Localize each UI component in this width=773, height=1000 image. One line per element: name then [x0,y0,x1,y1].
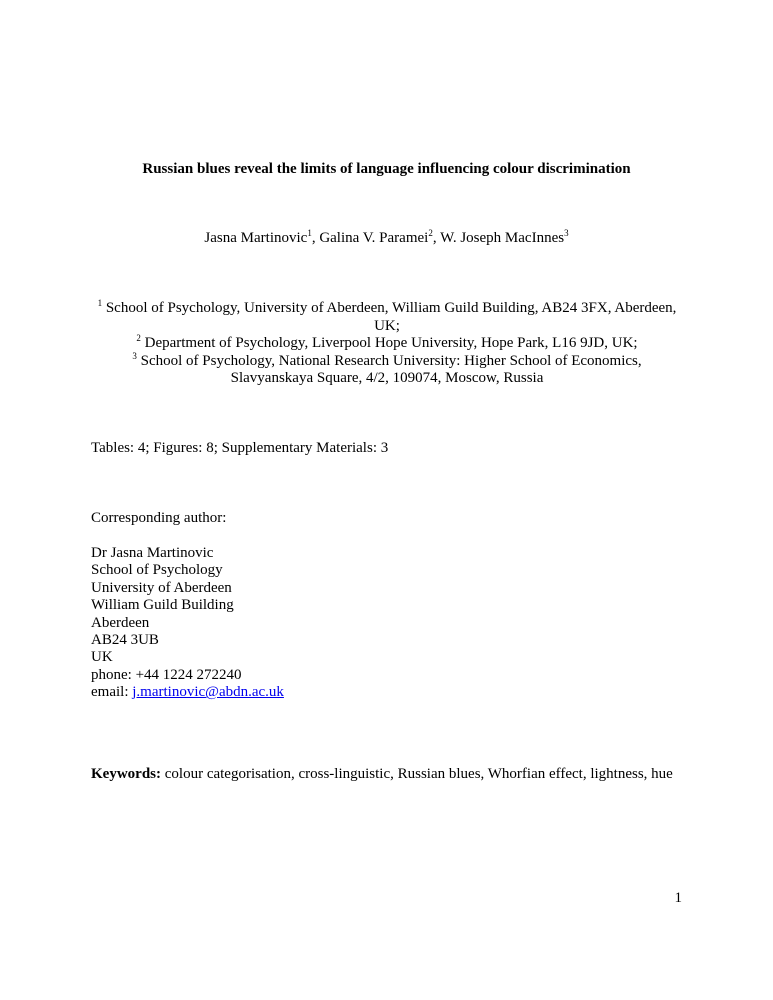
affiliation-text: Department of Psychology, Liverpool Hope University, Hope Park, L16 9JD, UK; [140,335,638,351]
author-affiliation-number: 1 [307,228,312,238]
address-line: School of Psychology [91,562,223,579]
keywords-line [91,766,731,784]
affiliation-item [88,350,686,388]
author-name: Galina V. Paramei [319,230,429,246]
affiliation-text: UK; [374,317,400,334]
email-link[interactable]: j.martinovic@abdn.ac.uk [132,684,284,701]
affiliation-text: School of Psychology, University of Aberdeen, William Guild Building, AB24 3FX, Aberdeen, [102,300,677,316]
address-line: William Guild Building [91,597,234,614]
manuscript-counts: Tables: 4; Figures: 8; Supplementary Materials: 3 [91,440,389,456]
affiliation-number: 2 [136,333,141,343]
author-list [0,230,773,248]
keywords-text: colour categorisation, cross-linguistic, Russian blues, Whorfian effect, lightness, hue [161,766,673,782]
author-name: Jasna Martinovic [204,230,308,246]
corresponding-author-label: Corresponding author: [91,510,227,526]
address-line: University of Aberdeen [91,579,232,596]
email-line [91,684,491,701]
keywords-label: Keywords: [91,766,161,782]
affiliation-text: Slavyanskaya Square, 4/2, 109074, Moscow, Russia [230,370,544,386]
affiliation-item [88,335,686,353]
author-affiliation-number: 3 [564,228,569,238]
affiliation-number: 3 [132,350,137,361]
address-line: AB24 3UB [91,631,159,648]
address-line: Dr Jasna Martinovic [91,545,214,561]
email-label: email: [91,684,133,701]
author-separator: , [311,230,320,246]
address-line: Aberdeen [91,614,150,631]
affiliation-text: School of Psychology, National Research University: Higher School of Economics, [136,352,642,369]
affiliation-item [88,300,686,335]
author-name: W. Joseph MacInnes [440,230,565,246]
affiliation-list [88,300,686,388]
corresponding-author-address [91,545,491,702]
affiliation-number: 1 [97,298,103,308]
author-separator: , [432,230,441,246]
page-number: 1 [674,890,682,906]
address-line: UK [91,649,113,666]
address-line: phone: +44 1224 272240 [91,666,242,683]
paper-title: Russian blues reveal the limits of language influencing colour discrimination [142,161,631,177]
author-affiliation-number: 2 [428,228,433,238]
